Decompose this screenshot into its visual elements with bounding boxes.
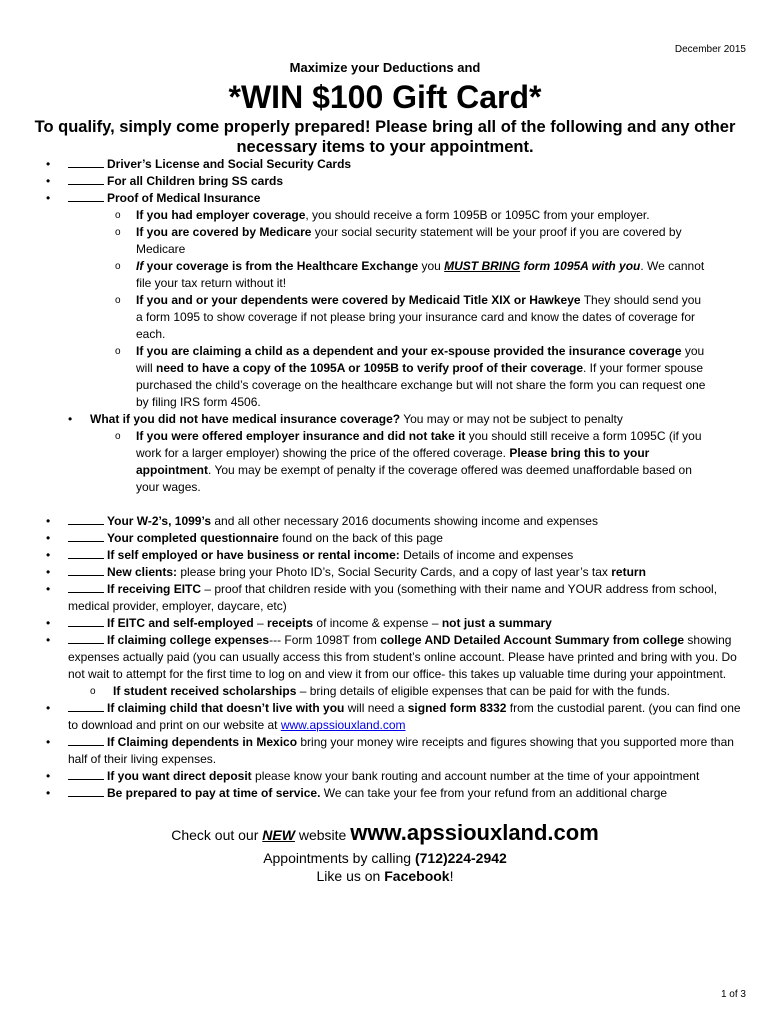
circle-bullet-icon: o [115,346,121,357]
bullet-icon: • [46,174,51,188]
bullet-icon: • [46,582,51,596]
list-item: • Driver’s License and Social Security Cards [46,157,352,171]
checkbox-blank[interactable] [68,581,104,593]
checkbox-blank[interactable] [68,530,104,542]
list-item: • If Claiming dependents in Mexico bring your money wire receipts and figures showing that you supported more than half of their living expenses. [46,735,734,766]
bullet-icon: • [46,633,51,647]
bullet-icon: • [46,157,51,171]
checkbox-blank[interactable] [68,173,104,185]
bullet-icon: • [46,548,51,562]
bullet-icon: • [46,701,51,715]
phone-number: (712)224-2942 [414,850,507,866]
facebook-label: Facebook [384,868,450,884]
list-item: • If self employed or have business or rental income: Details of income and expenses [46,548,574,562]
checklist-2 [0,513,770,802]
footer-facebook-line: Like us on Facebook! [316,868,454,884]
sub-item-scholarships: o If student received scholarships – bring details of eligible expenses that can be paid for with the funds. [90,684,670,698]
checkbox-blank[interactable] [68,190,104,202]
bullet-icon: • [46,514,51,528]
sub-item-child: o If you are claiming a child as a dependent and your ex-spouse provided the insurance coverage you will need to have a copy of the 1095A or 1095B to verify proof of their coverage. If your former spouse purchased the child’s coverage on the healthcare exchange but will not share the form you can request one by filing IRS form 4506. [115,344,706,409]
sub-item-medicaid: o If you and or your dependents were covered by Medicaid Title XIX or Hawkeye They should send you a form 1095 to show coverage if not please bring your insurance card and know the dates of coverage for each. [115,293,702,341]
bullet-icon: • [46,769,51,783]
checkbox-blank[interactable] [68,547,104,559]
checkbox-blank[interactable] [68,785,104,797]
list-item-no-insurance: • What if you did not have medical insurance coverage? You may or may not be subject to penalty [68,412,623,426]
checkbox-blank[interactable] [68,768,104,780]
bullet-icon: • [68,412,73,426]
list-item: • If you want direct deposit please know your bank routing and account number at the time of your appointment [46,769,700,783]
list-item: • If receiving EITC – proof that children reside with you (something with their name and YOUR address from school, medical provider, employer, daycare, etc) [46,582,718,613]
checklist-1 [0,156,770,496]
checkbox-blank[interactable] [68,156,104,168]
bullet-icon: • [46,565,51,579]
circle-bullet-icon: o [115,261,121,272]
sub-item-exchange: o If your coverage is from the Healthcare Exchange you MUST BRING form 1095A with you. We cannot file your tax return without it! [115,259,705,290]
circle-bullet-icon: o [90,686,96,697]
list-item: • Your completed questionnaire found on the back of this page [46,531,443,545]
page-title: *WIN $100 Gift Card* [228,79,542,115]
list-item: • New clients: please bring your Photo ID’s, Social Security Cards, and a copy of last year’s tax return [46,565,646,579]
footer-appointments-line: Appointments by calling (712)224-2942 [263,850,507,866]
checkbox-blank[interactable] [68,632,104,644]
document-date: December 2015 [674,44,746,55]
bullet-icon: • [46,786,51,800]
list-item: • If claiming college expenses--- Form 1098T from college AND Detailed Account Summary from college showing expenses actually paid (you can usually access this from student’s online account. Please have printed and bring with you. Do not wait to attempt for the first time to log on and view it from our office- this takes up valuable time during your appointment. [46,633,737,681]
footer-website-line: Check out our NEW website www.apssiouxland.com [171,820,599,845]
bullet-icon: • [46,531,51,545]
checkbox-blank[interactable] [68,564,104,576]
circle-bullet-icon: o [115,227,121,238]
circle-bullet-icon: o [115,431,121,442]
qualify-heading: To qualify, simply come properly prepared! Please bring all of the following and any other necessary items to your appointment. [34,118,736,156]
list-item: • If EITC and self-employed – receipts of income & expense – not just a summary [46,616,552,630]
checkbox-blank[interactable] [68,734,104,746]
bullet-icon: • [46,735,51,749]
list-item: • Proof of Medical Insurance [46,191,261,205]
bullet-icon: • [46,616,51,630]
checkbox-blank[interactable] [68,615,104,627]
website-link[interactable]: www.apssiouxland.com [280,718,406,732]
circle-bullet-icon: o [115,210,121,221]
sub-item-employer: o If you had employer coverage, you should receive a form 1095B or 1095C from your employer. [115,208,650,222]
bullet-icon: • [46,191,51,205]
list-item: • For all Children bring SS cards [46,174,284,188]
checkbox-blank[interactable] [68,700,104,712]
circle-bullet-icon: o [115,295,121,306]
list-item: • Be prepared to pay at time of service. We can take your fee from your refund from an additional charge [46,786,668,800]
footer-website-url[interactable]: www.apssiouxland.com [350,820,599,845]
sub-item-medicare: o If you are covered by Medicare your social security statement will be your proof if you are covered by Medicare [115,225,682,256]
list-item: • If claiming child that doesn’t live with you will need a signed form 8332 from the custodial parent. (you can find one to download and print on our website at www.apssiouxland.com [46,701,741,732]
list-item: • Your W-2’s, 1099’s and all other necessary 2016 documents showing income and expenses [46,514,598,528]
page-number: 1 of 3 [720,989,746,1000]
subtitle: Maximize your Deductions and [289,60,481,75]
checkbox-blank[interactable] [68,513,104,525]
sub-item-offered: o If you were offered employer insurance and did not take it you should still receive a form 1095C (if you work for a larger employer) showing the price of the offered coverage. Please bring this to your appointment. You may be exempt of penalty if the coverage offered was deemed unaffordable based on your wages. [115,429,702,494]
